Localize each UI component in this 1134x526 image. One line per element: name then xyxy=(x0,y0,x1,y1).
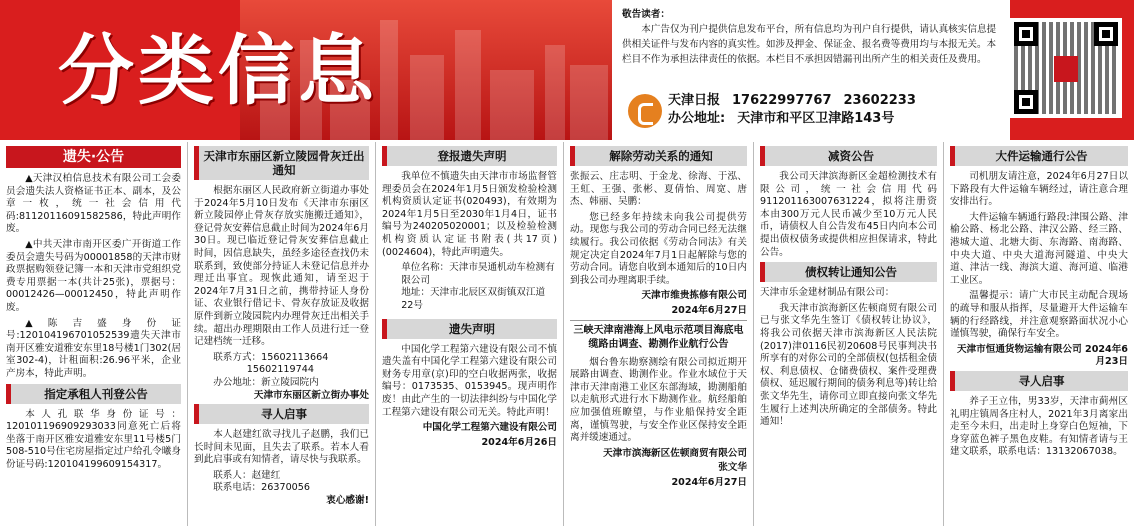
receipt-date: 2024年6月26日 xyxy=(481,436,557,448)
transport-notice-header: 大件运输通行公告 xyxy=(950,146,1128,166)
notice-body: 本广告仅为刊户提供信息发布平台，所有信息均为刊户自行提供，请认真核实信息提供相关证件与发布内容的真实性。如涉及押金、保证金、报名费等费用均与本报无关。本栏目不作为承担法律责任的依据。本栏目不承担因错漏刊出所产生的相关责任及费用。 xyxy=(622,24,997,65)
lost-receipt-header: 遗失声明 xyxy=(382,319,557,339)
missing-person-header: 寻人启事 xyxy=(194,404,369,424)
qr-code-icon xyxy=(1010,18,1122,118)
ads-columns xyxy=(0,142,1134,526)
contact-block xyxy=(628,92,928,128)
phone-label: 联系电话： xyxy=(213,482,262,494)
lost-notice-header: 遗失·公告 xyxy=(6,146,181,168)
missing-person-body: 本人赵建红欲寻找儿子赵鹏，我们已长时间未见面，且失去了联系。若本人看到此启事或有知情者，请尽快与我联系。 xyxy=(194,429,369,466)
notice-heading: 敬告读者： xyxy=(622,9,670,20)
lost-item-2: ▲中共天津市南开区委广开街道工作委员会遗失号码为00001858的天津市财政票据购领登记簿一本和天津市党组织党费专用票据一本(共计25张)，票据号：00012426—00012450，特此声明作废。 xyxy=(6,238,181,313)
capital-reduction-body: 我公司天津滨海新区金超检测技术有限公司，统一社会信用代码911201163007631224，拟将注册资本由300万元人民币减少至10万元人民币，请债权人自公告发布45日内向本公司提出债权债务或提供相应担保请求，特此公告。 xyxy=(760,171,937,258)
lost-receipt-body: 中国化学工程第六建设有限公司不慎遗失盖有中国化学工程第六建设有限公司财务专用章(京)印的空白收据两张，收据编号：0173535、0153945。现声明作废！由此产生的一切法律纠纷与中国化学工程第六建设有限公司无关。特此声明！ xyxy=(382,343,557,418)
tel-1: 15602113664 xyxy=(261,351,329,363)
thanks-text: 衷心感谢! xyxy=(326,495,369,507)
contact-name: 天津日报 xyxy=(668,93,721,108)
lost-item-1: ▲天津汉柏信息技术有限公司工会委员会遗失法人资格证书正本、副本，及公章一枚，统一社会信用代码:81120116091582586，特此声明作废。 xyxy=(6,173,181,235)
contact-phone-2: 23602233 xyxy=(843,93,916,108)
transport-route: 大件运输车辆通行路段:津围公路、津榆公路、杨北公路、津汉公路、经三路、港城大道、北塘大街、东海路、南海路、中央大道、中央大道海河隧道、中央大道、津沽一线、海滨大道、海河道、临港工业区。 xyxy=(950,211,1128,286)
debt-transfer-body: 我天津市滨海新区佐顿商贸有限公司已与张文华先生签订《债权转让协议》，将我公司依据天津市滨海新区人民法院(2017)津0116民初20608号民事判决书所享有的对你公司的全部债权(包括租金债权、利息债权、仓储费债权、案件受理费债权、延迟履行期间的债务利息等)转让给张文华先生，请你司立即直接向张文华先生履行上述判决所确定的全部债务。特此通知！ xyxy=(760,302,937,428)
labor-date: 2024年6月27日 xyxy=(671,304,747,316)
unit-address: 天津市北辰区双街镇双江道22号 xyxy=(401,287,546,311)
labor-notice-header: 解除劳动关系的通知 xyxy=(570,146,747,166)
lost-cert-body: 我单位不慎遗失由天津市市场监督管理委员会在2024年1月5日颁发检验检测机构资质认定证书(020493)，有效期为2024年1月5日至2030年1月4日，证书编号为240205020001；以及检验检测机构资质认定证书附表(共17页)(0024604)，特此声明遗失。 xyxy=(382,171,557,258)
column-6 xyxy=(943,142,1134,526)
transport-date: 2024年6月23日 xyxy=(1085,343,1128,368)
contact-phone-1: 17622997767 xyxy=(732,93,832,108)
newspaper-logo-icon xyxy=(1054,56,1078,82)
address-label: 办公地址: xyxy=(668,111,726,126)
labor-signature: 天津市维贵拣修有限公司 xyxy=(641,290,747,302)
tenant-notice-header: 指定承租人刊登公告 xyxy=(6,384,181,404)
cemetery-notice-header: 天津市东丽区新立陵园骨灰迁出通知 xyxy=(194,146,369,180)
lost-cert-header: 登报遗失声明 xyxy=(382,146,557,166)
missing-son-body: 养子王立伟，男33岁，天津市蓟州区礼明庄镇周各庄村人，2021年3月离家出走至今未归，出走时上身穿白色短袖，下身穿蓝色裤子黑色皮鞋。有知情者请与王建文联系，联系电话：13132067038。 xyxy=(950,395,1128,458)
debt-transfer-recipient: 天津市乐金建材制品有限公司： xyxy=(760,287,895,299)
phone-icon xyxy=(628,94,662,128)
contact-label: 联系人： xyxy=(213,469,252,481)
receipt-signature: 中国化学工程第六建设有限公司 xyxy=(422,422,557,434)
tenant-notice-body: 本人孔联华身份证号：120101196909293033同意死亡后将坐落于南开区雅安道雅安东里11号楼5门508-510号住宅房屋指定过户给孔令曦身份证号码:120104199609154317。 xyxy=(6,408,181,470)
labor-notice-body: 您已经多年持续未向我公司提供劳动。现您与我公司的劳动合同已经无法继续履行。我公司依据《劳动合同法》有关规定决定自2024年7月1日起解除与您的劳动合同。请您自收到本通知后的10日内到我公司办理离职手续。 xyxy=(570,211,747,286)
section-title: 分类信息 xyxy=(58,26,378,115)
transport-tip: 温馨提示：请广大市民主动配合现场的疏导和服从指挥，尽量避开大件运输车辆的行经路线，并注意观察路面状况小心谨慎驾驶，确保行车安全。 xyxy=(950,290,1128,340)
contact-person: 赵建红 xyxy=(251,469,281,481)
transport-signature: 天津市恒通货物运输有限公司 xyxy=(956,343,1082,355)
debt-transfer-header: 债权转让通知公告 xyxy=(760,262,937,282)
contact-phone: 26370056 xyxy=(261,482,310,494)
unit-name: 天津市昊通机动车检测有限公司 xyxy=(401,262,555,286)
survey-notice-header: 三峡天津南港海上风电示范项目海底电缆路由调查、勘测作业航行公告 xyxy=(570,320,747,352)
column-4 xyxy=(563,142,753,526)
office-label: 办公地址： xyxy=(213,376,262,388)
column-1 xyxy=(0,142,187,526)
cemetery-signature: 天津市东丽区新立街办事处 xyxy=(253,389,369,401)
column-2 xyxy=(187,142,375,526)
creditor-signature: 天津市滨海新区佐顿商贸有限公司 xyxy=(603,447,747,459)
tel-2: 15602119744 xyxy=(246,364,314,376)
creditor-name: 张文华 xyxy=(718,462,747,474)
missing-son-header: 寻人启事 xyxy=(950,371,1128,391)
office-address: 新立陵园院内 xyxy=(261,376,319,388)
unit-label: 单位名称： xyxy=(401,262,450,274)
transport-notice-body: 司机朋友请注意，2024年6月27日以下路段有大件运输车辆经过，请注意合理安排出行。 xyxy=(950,171,1128,208)
column-3 xyxy=(375,142,563,526)
address-value: 天津市和平区卫津路143号 xyxy=(737,111,895,126)
lost-item-3: ▲陈吉盛身份证号:120104196701052539遗失天津市南开区雅安道雅安东里18号楼1门302(居室302-4)，计租面积:26.96平米，企业产房本，特此声明。 xyxy=(6,317,181,379)
labor-notice-names: 张振云、庄志明、于金龙、徐海、于泓、王虹、王强、张彬、夏倩怡、周宽、唐杰、韩丽、吴鹏： xyxy=(570,171,747,208)
tel-label: 联系方式： xyxy=(213,351,262,363)
cemetery-notice-body: 根据东丽区人民政府新立街道办事处于2024年5月10日发布《天津市东丽区新立陵园停止骨灰存放实施搬迁通知》，登记骨灰安葬信息截止时间为2024年6月30日。现已临近登记骨灰安葬信息截止时间，因信息缺失，虽经多途径查找仍未联系到，致使部分持证人未登记信息并办理迁出事宜。现恢此通知，请至迟于2024年7月31日之前，携带持证人身份证、农业银行借记卡、骨灰存放证及收据原件到新立陵园院内办理骨灰迁出相关手续。超出办理期限由工作人员进行迁一登记建档统一迁移。 xyxy=(194,185,369,348)
capital-reduction-header: 减资公告 xyxy=(760,146,937,166)
survey-notice-body: 烟台鲁东勘察测绘有限公司拟近期开展路由调查、勘测作业。作业水域位于天津市天津南港工业区东部海域，勘测船舶以走航形式进行水下勘测作业。航经船舶应加强值班瞭望，与作业船保持安全距离，谨慎驾驶，与安全作业区保持安全距离并缓速通过。 xyxy=(570,356,747,444)
classified-banner xyxy=(0,0,1134,140)
unit-address-label: 地址： xyxy=(401,287,430,299)
column-5 xyxy=(753,142,943,526)
creditor-date: 2024年6月27日 xyxy=(671,476,747,488)
